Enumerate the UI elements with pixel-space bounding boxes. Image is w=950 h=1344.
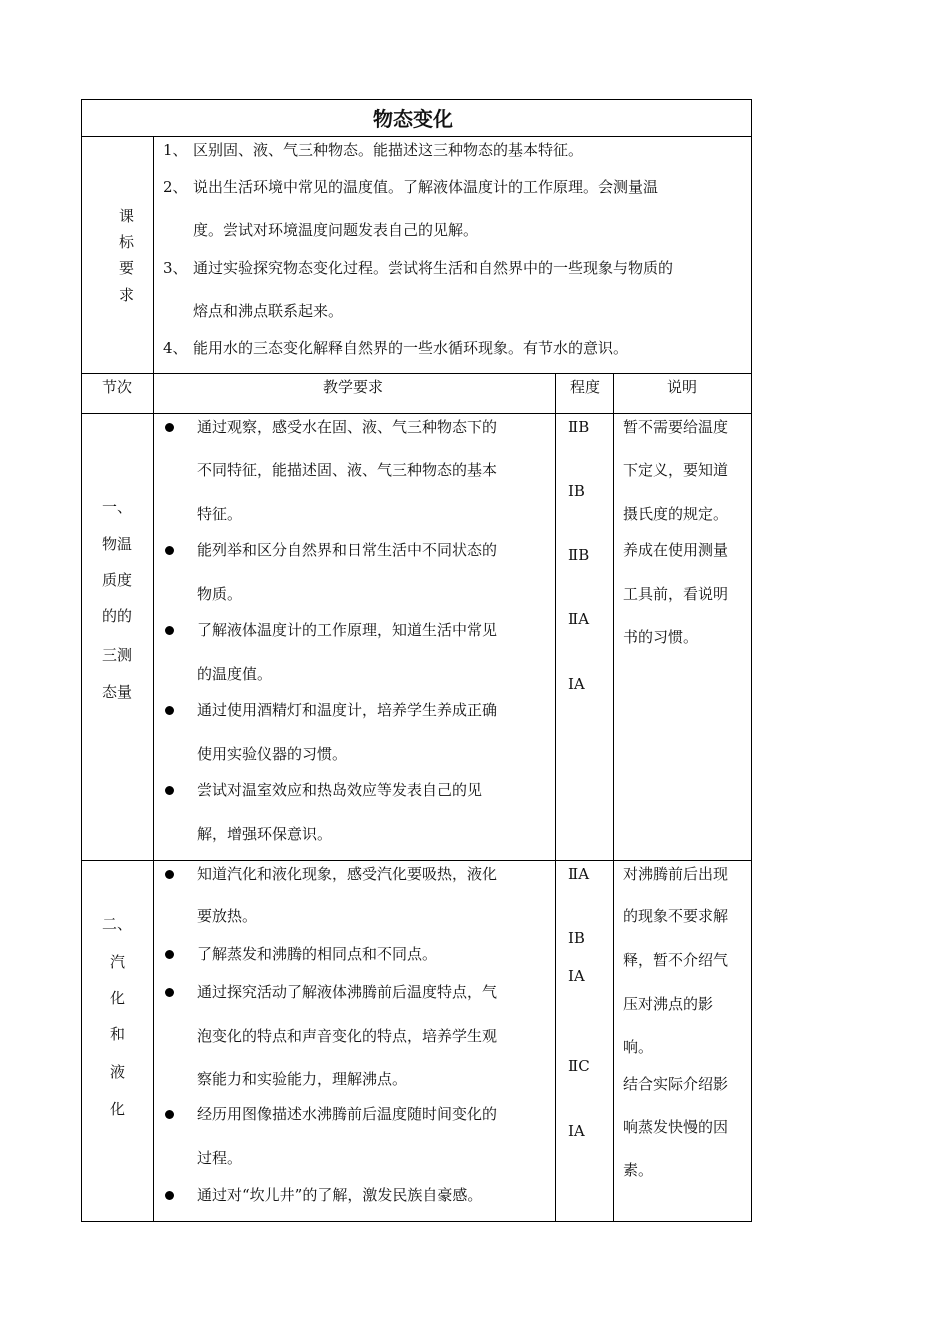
bullet-dot [165, 423, 174, 432]
requirement-text: 通过观察，感受水在固、液、气三种物态下的 [197, 418, 498, 436]
syllabus-item-text: 熔点和沸点联系起来。 [193, 302, 344, 320]
syllabus-item-text: 通过实验探究物态变化过程。尝试将生活和自然界中的一些现象与物质的 [193, 259, 674, 277]
section-name-line: 物温 [102, 535, 133, 553]
bullet-dot [165, 1191, 174, 1200]
bullet-dot [165, 950, 174, 959]
level-badge: ⅡC [568, 1057, 590, 1075]
page-title: 物态变化 [373, 107, 453, 131]
section-name-line: 和 [110, 1025, 126, 1043]
syllabus-item-text: 度。尝试对环境温度问题发表自己的见解。 [193, 221, 479, 239]
bullet-dot [165, 626, 174, 635]
note-text: 释，暂不介绍气 [623, 951, 729, 969]
requirement-text: 尝试对温室效应和热岛效应等发表自己的见 [197, 781, 483, 799]
requirement-text: 特征。 [197, 505, 243, 523]
section-name-line: 一、 [102, 498, 133, 516]
section-name-line: 的的 [102, 607, 133, 625]
table-border-left [81, 99, 82, 1222]
requirement-text: 要放热。 [197, 907, 258, 925]
bullet-dot [165, 546, 174, 555]
level-badge: ⅡB [568, 418, 590, 436]
section-name-line: 化 [110, 989, 126, 1007]
requirement-text: 经历用图像描述水沸腾前后温度随时间变化的 [197, 1105, 498, 1123]
level-badge: ⅠA [568, 675, 585, 693]
header-level: 程度 [570, 378, 601, 396]
level-badge: ⅡA [568, 865, 590, 883]
syllabus-label-char: 课 [119, 207, 135, 225]
syllabus-item-number: 1、 [163, 141, 188, 159]
level-badge: ⅡB [568, 546, 590, 564]
syllabus-item-number: 3、 [163, 259, 188, 277]
header-note: 说明 [667, 378, 698, 396]
level-badge: ⅠB [568, 482, 585, 500]
section-name-line: 态量 [102, 683, 133, 701]
level-badge: ⅠA [568, 967, 585, 985]
syllabus-item-text: 说出生活环境中常见的温度值。了解液体温度计的工作原理。会测量温 [193, 178, 659, 196]
note-text: 的现象不要求解 [623, 907, 729, 925]
requirement-text: 了解蒸发和沸腾的相同点和不同点。 [197, 945, 438, 963]
row-divider-title [81, 136, 752, 137]
requirement-text: 了解液体温度计的工作原理，知道生活中常见 [197, 621, 498, 639]
requirement-text: 能列举和区分自然界和日常生活中不同状态的 [197, 541, 498, 559]
table-border-right [751, 99, 752, 1222]
note-text: 暂不需要给温度 [623, 418, 729, 436]
level-badge: ⅠB [568, 929, 585, 947]
syllabus-label-char: 要 [119, 259, 135, 277]
note-text: 书的习惯。 [623, 628, 699, 646]
note-text: 响。 [623, 1038, 654, 1056]
row-divider-section1 [81, 860, 752, 861]
col-divider-level [613, 373, 614, 1222]
row-divider-header [81, 413, 752, 414]
requirement-text: 通过对“坎儿井”的了解，激发民族自豪感。 [197, 1186, 483, 1204]
note-text: 压对沸点的影 [623, 995, 714, 1013]
section-name-line: 三测 [102, 646, 133, 664]
note-text: 下定义，要知道 [623, 461, 729, 479]
note-text: 素。 [623, 1161, 654, 1179]
note-text: 养成在使用测量 [623, 541, 729, 559]
requirement-text: 通过使用酒精灯和温度计，培养学生养成正确 [197, 701, 498, 719]
note-text: 响蒸发快慢的因 [623, 1118, 729, 1136]
col-divider-requirement [555, 373, 556, 1222]
syllabus-label-char: 标 [119, 233, 135, 251]
bullet-dot [165, 786, 174, 795]
note-text: 摄氏度的规定。 [623, 505, 729, 523]
note-text: 结合实际介绍影 [623, 1075, 729, 1093]
row-divider-syllabus [81, 373, 752, 374]
table-border-bottom [81, 1221, 752, 1222]
requirement-text: 使用实验仪器的习惯。 [197, 745, 348, 763]
col-divider-section [153, 136, 154, 1222]
requirement-text: 不同特征，能描述固、液、气三种物态的基本 [197, 461, 498, 479]
requirement-text: 知道汽化和液化现象，感受汽化要吸热，液化 [197, 865, 498, 883]
section-name-line: 液 [110, 1063, 126, 1081]
section-name-line: 二、 [102, 915, 133, 933]
note-text: 对沸腾前后出现 [623, 865, 729, 883]
requirement-text: 过程。 [197, 1149, 243, 1167]
bullet-dot [165, 988, 174, 997]
header-section: 节次 [102, 378, 133, 396]
section-name-line: 化 [110, 1100, 126, 1118]
requirement-text: 察能力和实验能力，理解沸点。 [197, 1070, 408, 1088]
syllabus-item-number: 4、 [163, 339, 188, 357]
syllabus-item-text: 能用水的三态变化解释自然界的一些水循环现象。有节水的意识。 [193, 339, 629, 357]
requirement-text: 解，增强环保意识。 [197, 825, 333, 843]
requirement-text: 物质。 [197, 585, 243, 603]
requirement-text: 通过探究活动了解液体沸腾前后温度特点，气 [197, 983, 498, 1001]
requirement-text: 的温度值。 [197, 665, 273, 683]
bullet-dot [165, 870, 174, 879]
table-border-top [81, 99, 752, 100]
syllabus-item-text: 区别固、液、气三种物态。能描述这三种物态的基本特征。 [193, 141, 584, 159]
section-name-line: 汽 [110, 953, 126, 971]
requirement-text: 泡变化的特点和声音变化的特点，培养学生观 [197, 1027, 498, 1045]
syllabus-label-char: 求 [119, 286, 135, 304]
syllabus-item-number: 2、 [163, 178, 188, 196]
level-badge: ⅡA [568, 610, 590, 628]
bullet-dot [165, 706, 174, 715]
bullet-dot [165, 1110, 174, 1119]
level-badge: ⅠA [568, 1122, 585, 1140]
header-requirement: 教学要求 [323, 378, 384, 396]
section-name-line: 质度 [102, 571, 133, 589]
note-text: 工具前，看说明 [623, 585, 729, 603]
